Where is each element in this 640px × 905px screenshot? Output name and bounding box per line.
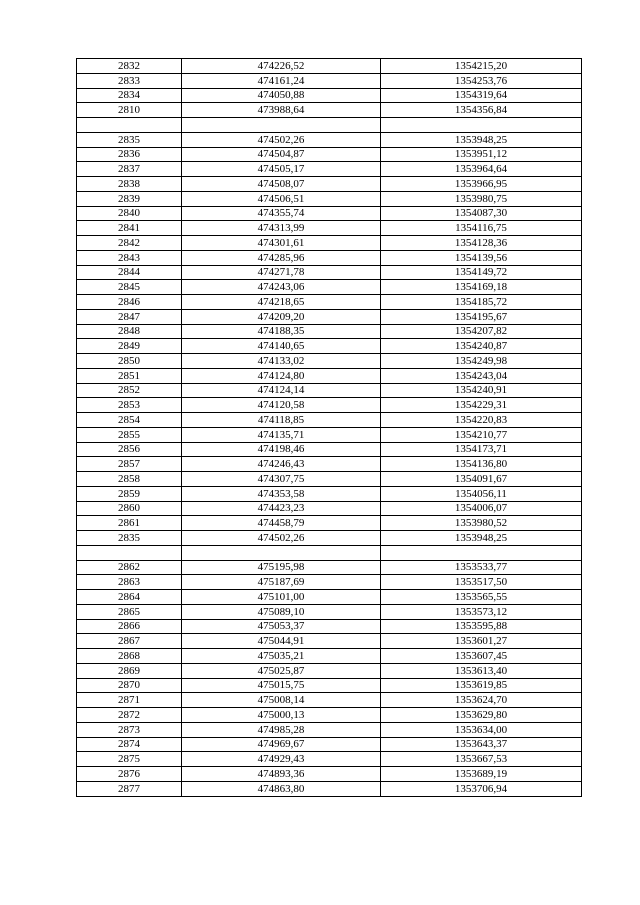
table-row <box>77 88 582 103</box>
y-coordinate-cell: 1354229,31 <box>381 398 582 413</box>
table-row <box>77 206 582 221</box>
x-coordinate-cell: 474140,65 <box>182 339 381 354</box>
x-coordinate-cell: 474504,87 <box>182 147 381 162</box>
table-row <box>77 486 582 501</box>
point-number-cell: 2844 <box>77 265 182 280</box>
x-coordinate-cell: 474863,80 <box>182 781 381 796</box>
x-coordinate-cell: 474508,07 <box>182 177 381 192</box>
y-coordinate-cell <box>381 545 582 560</box>
y-coordinate-cell: 1353948,25 <box>381 531 582 546</box>
point-number-cell: 2855 <box>77 427 182 442</box>
x-coordinate-cell: 474124,80 <box>182 368 381 383</box>
y-coordinate-cell: 1353706,94 <box>381 781 582 796</box>
table-row <box>77 634 582 649</box>
x-coordinate-cell: 474271,78 <box>182 265 381 280</box>
point-number-cell: 2864 <box>77 590 182 605</box>
point-number-cell: 2876 <box>77 767 182 782</box>
x-coordinate-cell: 474246,43 <box>182 457 381 472</box>
x-coordinate-cell: 474502,26 <box>182 132 381 147</box>
table-row <box>77 427 582 442</box>
y-coordinate-cell <box>381 118 582 133</box>
table-row <box>77 722 582 737</box>
y-coordinate-cell: 1353667,53 <box>381 752 582 767</box>
x-coordinate-cell: 474355,74 <box>182 206 381 221</box>
point-number-cell: 2842 <box>77 236 182 251</box>
table-row <box>77 678 582 693</box>
y-coordinate-cell: 1353565,55 <box>381 590 582 605</box>
y-coordinate-cell: 1353634,00 <box>381 722 582 737</box>
point-number-cell: 2857 <box>77 457 182 472</box>
x-coordinate-cell: 474301,61 <box>182 236 381 251</box>
x-coordinate-cell: 474050,88 <box>182 88 381 103</box>
y-coordinate-cell: 1354173,71 <box>381 442 582 457</box>
point-number-cell: 2840 <box>77 206 182 221</box>
point-number-cell: 2837 <box>77 162 182 177</box>
table-row <box>77 295 582 310</box>
coordinates-table <box>76 58 582 797</box>
x-coordinate-cell: 474209,20 <box>182 309 381 324</box>
y-coordinate-cell: 1354149,72 <box>381 265 582 280</box>
point-number-cell: 2834 <box>77 88 182 103</box>
point-number-cell: 2847 <box>77 309 182 324</box>
x-coordinate-cell: 475101,00 <box>182 590 381 605</box>
point-number-cell: 2863 <box>77 575 182 590</box>
table-row <box>77 265 582 280</box>
point-number-cell: 2848 <box>77 324 182 339</box>
y-coordinate-cell: 1354185,72 <box>381 295 582 310</box>
point-number-cell: 2845 <box>77 280 182 295</box>
table-row <box>77 531 582 546</box>
x-coordinate-cell: 475025,87 <box>182 663 381 678</box>
point-number-cell: 2852 <box>77 383 182 398</box>
table-row <box>77 118 582 133</box>
table-row <box>77 221 582 236</box>
y-coordinate-cell: 1353951,12 <box>381 147 582 162</box>
x-coordinate-cell: 475053,37 <box>182 619 381 634</box>
table-row <box>77 132 582 147</box>
table-row <box>77 781 582 796</box>
y-coordinate-cell: 1353980,75 <box>381 191 582 206</box>
point-number-cell: 2849 <box>77 339 182 354</box>
y-coordinate-cell: 1354210,77 <box>381 427 582 442</box>
point-number-cell: 2833 <box>77 73 182 88</box>
y-coordinate-cell: 1353595,88 <box>381 619 582 634</box>
point-number-cell: 2838 <box>77 177 182 192</box>
y-coordinate-cell: 1353624,70 <box>381 693 582 708</box>
point-number-cell: 2832 <box>77 59 182 74</box>
table-row <box>77 354 582 369</box>
y-coordinate-cell: 1354056,11 <box>381 486 582 501</box>
table-row <box>77 737 582 752</box>
table-row <box>77 516 582 531</box>
table-row <box>77 663 582 678</box>
coordinates-table-body <box>77 59 582 797</box>
x-coordinate-cell: 474929,43 <box>182 752 381 767</box>
point-number-cell: 2870 <box>77 678 182 693</box>
x-coordinate-cell: 474458,79 <box>182 516 381 531</box>
point-number-cell: 2835 <box>77 531 182 546</box>
y-coordinate-cell: 1353964,64 <box>381 162 582 177</box>
y-coordinate-cell: 1353966,95 <box>381 177 582 192</box>
x-coordinate-cell: 474985,28 <box>182 722 381 737</box>
table-row <box>77 324 582 339</box>
point-number-cell: 2868 <box>77 649 182 664</box>
y-coordinate-cell: 1354087,30 <box>381 206 582 221</box>
point-number-cell: 2846 <box>77 295 182 310</box>
y-coordinate-cell: 1354128,36 <box>381 236 582 251</box>
y-coordinate-cell: 1354139,56 <box>381 250 582 265</box>
table-row <box>77 309 582 324</box>
point-number-cell: 2843 <box>77 250 182 265</box>
table-row <box>77 398 582 413</box>
x-coordinate-cell: 474969,67 <box>182 737 381 752</box>
x-coordinate-cell: 474313,99 <box>182 221 381 236</box>
table-row <box>77 649 582 664</box>
x-coordinate-cell: 474423,23 <box>182 501 381 516</box>
point-number-cell <box>77 118 182 133</box>
table-row <box>77 147 582 162</box>
point-number-cell: 2854 <box>77 413 182 428</box>
table-row <box>77 442 582 457</box>
point-number-cell: 2875 <box>77 752 182 767</box>
y-coordinate-cell: 1354091,67 <box>381 472 582 487</box>
x-coordinate-cell: 474226,52 <box>182 59 381 74</box>
point-number-cell: 2865 <box>77 604 182 619</box>
x-coordinate-cell: 475008,14 <box>182 693 381 708</box>
x-coordinate-cell: 473988,64 <box>182 103 381 118</box>
point-number-cell: 2850 <box>77 354 182 369</box>
table-row <box>77 560 582 575</box>
x-coordinate-cell <box>182 545 381 560</box>
table-row <box>77 59 582 74</box>
x-coordinate-cell: 474243,06 <box>182 280 381 295</box>
y-coordinate-cell: 1353643,37 <box>381 737 582 752</box>
point-number-cell: 2858 <box>77 472 182 487</box>
point-number-cell: 2867 <box>77 634 182 649</box>
point-number-cell: 2872 <box>77 708 182 723</box>
y-coordinate-cell: 1354220,83 <box>381 413 582 428</box>
point-number-cell: 2862 <box>77 560 182 575</box>
x-coordinate-cell: 474218,65 <box>182 295 381 310</box>
point-number-cell: 2861 <box>77 516 182 531</box>
x-coordinate-cell: 474118,85 <box>182 413 381 428</box>
y-coordinate-cell: 1354356,84 <box>381 103 582 118</box>
y-coordinate-cell: 1354253,76 <box>381 73 582 88</box>
x-coordinate-cell: 474307,75 <box>182 472 381 487</box>
y-coordinate-cell: 1354136,80 <box>381 457 582 472</box>
point-number-cell: 2835 <box>77 132 182 147</box>
x-coordinate-cell: 474135,71 <box>182 427 381 442</box>
x-coordinate-cell: 474502,26 <box>182 531 381 546</box>
x-coordinate-cell: 475035,21 <box>182 649 381 664</box>
y-coordinate-cell: 1353613,40 <box>381 663 582 678</box>
table-row <box>77 103 582 118</box>
x-coordinate-cell: 474285,96 <box>182 250 381 265</box>
x-coordinate-cell: 475195,98 <box>182 560 381 575</box>
x-coordinate-cell: 474505,17 <box>182 162 381 177</box>
x-coordinate-cell: 475089,10 <box>182 604 381 619</box>
table-row <box>77 693 582 708</box>
table-row <box>77 236 582 251</box>
x-coordinate-cell <box>182 118 381 133</box>
y-coordinate-cell: 1353517,50 <box>381 575 582 590</box>
table-row <box>77 708 582 723</box>
table-row <box>77 368 582 383</box>
table-row <box>77 604 582 619</box>
y-coordinate-cell: 1353619,85 <box>381 678 582 693</box>
x-coordinate-cell: 474124,14 <box>182 383 381 398</box>
x-coordinate-cell: 475187,69 <box>182 575 381 590</box>
x-coordinate-cell: 474161,24 <box>182 73 381 88</box>
point-number-cell: 2841 <box>77 221 182 236</box>
y-coordinate-cell: 1354195,67 <box>381 309 582 324</box>
table-row <box>77 383 582 398</box>
table-row <box>77 501 582 516</box>
y-coordinate-cell: 1353533,77 <box>381 560 582 575</box>
y-coordinate-cell: 1354319,64 <box>381 88 582 103</box>
table-row <box>77 472 582 487</box>
y-coordinate-cell: 1354006,07 <box>381 501 582 516</box>
x-coordinate-cell: 475015,75 <box>182 678 381 693</box>
y-coordinate-cell: 1354116,75 <box>381 221 582 236</box>
table-row <box>77 752 582 767</box>
table-row <box>77 177 582 192</box>
point-number-cell: 2869 <box>77 663 182 678</box>
x-coordinate-cell: 474506,51 <box>182 191 381 206</box>
point-number-cell: 2860 <box>77 501 182 516</box>
point-number-cell: 2836 <box>77 147 182 162</box>
table-row <box>77 575 582 590</box>
point-number-cell: 2853 <box>77 398 182 413</box>
y-coordinate-cell: 1354243,04 <box>381 368 582 383</box>
table-row <box>77 280 582 295</box>
x-coordinate-cell: 474353,58 <box>182 486 381 501</box>
point-number-cell: 2839 <box>77 191 182 206</box>
y-coordinate-cell: 1353607,45 <box>381 649 582 664</box>
point-number-cell: 2871 <box>77 693 182 708</box>
table-row <box>77 545 582 560</box>
point-number-cell: 2873 <box>77 722 182 737</box>
table-row <box>77 767 582 782</box>
table-row <box>77 619 582 634</box>
point-number-cell: 2866 <box>77 619 182 634</box>
x-coordinate-cell: 475044,91 <box>182 634 381 649</box>
y-coordinate-cell: 1353601,27 <box>381 634 582 649</box>
table-row <box>77 250 582 265</box>
point-number-cell: 2851 <box>77 368 182 383</box>
table-row <box>77 339 582 354</box>
y-coordinate-cell: 1354240,91 <box>381 383 582 398</box>
y-coordinate-cell: 1353948,25 <box>381 132 582 147</box>
x-coordinate-cell: 474198,46 <box>182 442 381 457</box>
table-row <box>77 191 582 206</box>
x-coordinate-cell: 475000,13 <box>182 708 381 723</box>
table-row <box>77 413 582 428</box>
y-coordinate-cell: 1353629,80 <box>381 708 582 723</box>
y-coordinate-cell: 1353689,19 <box>381 767 582 782</box>
x-coordinate-cell: 474188,35 <box>182 324 381 339</box>
point-number-cell: 2874 <box>77 737 182 752</box>
table-row <box>77 457 582 472</box>
point-number-cell <box>77 545 182 560</box>
y-coordinate-cell: 1354207,82 <box>381 324 582 339</box>
x-coordinate-cell: 474893,36 <box>182 767 381 782</box>
point-number-cell: 2877 <box>77 781 182 796</box>
table-row <box>77 73 582 88</box>
y-coordinate-cell: 1353980,52 <box>381 516 582 531</box>
y-coordinate-cell: 1354249,98 <box>381 354 582 369</box>
table-row <box>77 590 582 605</box>
point-number-cell: 2859 <box>77 486 182 501</box>
point-number-cell: 2856 <box>77 442 182 457</box>
point-number-cell: 2810 <box>77 103 182 118</box>
y-coordinate-cell: 1353573,12 <box>381 604 582 619</box>
x-coordinate-cell: 474133,02 <box>182 354 381 369</box>
y-coordinate-cell: 1354215,20 <box>381 59 582 74</box>
x-coordinate-cell: 474120,58 <box>182 398 381 413</box>
table-row <box>77 162 582 177</box>
y-coordinate-cell: 1354169,18 <box>381 280 582 295</box>
y-coordinate-cell: 1354240,87 <box>381 339 582 354</box>
